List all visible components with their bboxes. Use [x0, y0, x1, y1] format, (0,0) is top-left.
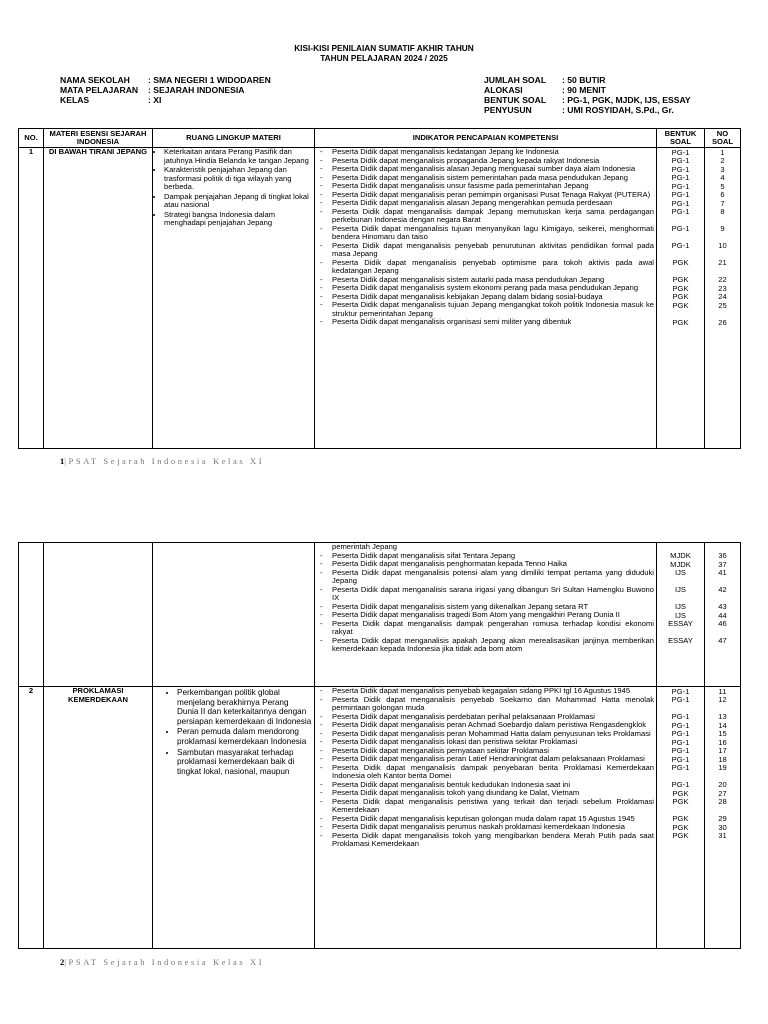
dash-marker: -: [320, 147, 323, 156]
meta-value: : SMA NEGERI 1 WIDODAREN: [148, 75, 271, 85]
indikator-text: Peserta Didik dapat menganalisis sistem pemerintahan pada masa pendudukan Jepang: [332, 172, 628, 182]
meta-row: [484, 95, 691, 105]
dash-marker: -: [320, 728, 323, 738]
page-1: [0, 0, 768, 480]
no-soal-value: 44: [718, 610, 727, 620]
no-soal-value: 5: [720, 181, 725, 191]
indikator-text: Peserta Didik dapat menganalisis peristiwa yang terkait dan terjadi sebelum Proklamasi Kemerdekaan: [332, 796, 654, 814]
bentuk-soal-value: PGK: [672, 292, 689, 301]
bentuk-soal-value: PG-1: [671, 164, 690, 174]
no-soal-value: 30: [718, 822, 727, 832]
bentuk-soal-value: MJDK: [670, 551, 691, 560]
meta-label: PENYUSUN: [484, 105, 532, 115]
bentuk-soal-value: PG-1: [671, 712, 690, 721]
dash-marker: -: [320, 223, 323, 233]
no-soal-cell: [705, 543, 741, 687]
no-soal-value: 10: [718, 241, 727, 250]
meta-left: [60, 75, 271, 105]
bentuk-soal-value: PGK: [672, 797, 689, 806]
dash-marker: -: [320, 796, 323, 806]
bentuk-soal-value: PG-1: [671, 754, 690, 764]
indikator-text: Peserta Didik dapat menganalisis sistem yang dikenalkan Jepang setara RT: [332, 601, 589, 611]
dash-marker: -: [320, 172, 323, 182]
no-soal-value: 36: [718, 551, 727, 560]
indikator-text: Peserta Didik dapat menganalisis penyebab optimisme para tokoh aktivis pada awal kedatangan Jepang: [332, 257, 654, 275]
bentuk-soal-value: IJS: [675, 568, 686, 577]
indikator-text: Peserta Didik dapat menganalisis dampak penyebaran berita Proklamasi Kemerdekaan Indonesia oleh Kantor berita Domei: [332, 762, 654, 780]
indikator-text: Peserta Didik dapat menganalisis potensi alam yang dimiliki tempat pertama yang diduduki Jepang: [332, 567, 654, 585]
header-ruang-lingkup: RUANG LINGKUP MATERI: [153, 129, 315, 148]
meta-row: [484, 85, 691, 95]
indikator-item: [317, 318, 654, 327]
ruang-lingkup-list: [155, 148, 312, 228]
meta-value: : XI: [148, 95, 162, 105]
no-soal-value: 2: [720, 156, 725, 165]
kisi-kisi-table-page-1: [18, 128, 741, 449]
dash-marker: -: [320, 711, 323, 721]
materi-cell: PROKLAMASI KEMERDEKAAN: [44, 687, 153, 949]
indikator-text: Peserta Didik dapat menganalisis organisasi semi militer yang dibentuk: [332, 317, 572, 326]
indikator-item: [317, 832, 654, 849]
no-soal-value: 3: [720, 164, 725, 174]
indikator-text: Peserta Didik dapat menganalisis kedatangan Jepang ke Indonesia: [332, 147, 559, 156]
table-header-row: [19, 129, 741, 148]
bentuk-soal-value: PGK: [672, 822, 689, 832]
dash-marker: -: [320, 618, 323, 628]
indikator-cell: [315, 543, 657, 687]
indikator-text: Peserta Didik dapat menganalisis tokoh yang diundang ke Dalat, Vietnam: [332, 788, 580, 797]
bentuk-soal-value: PG-1: [671, 737, 690, 747]
meta-row: [60, 95, 271, 105]
no-soal-value: 9: [720, 224, 725, 233]
indikator-item: [317, 696, 654, 713]
indikator-text: Peserta Didik dapat menganalisis peran Achmad Soebardjo dalam peristiwa Rengasdengklok: [332, 720, 647, 729]
list-item: • Keterkaitan antara Perang Pasifik dan jatuhnya Hindia Belanda ke tangan Jepang: [164, 148, 312, 165]
dash-marker: -: [320, 317, 323, 326]
bentuk-soal-value: PGK: [672, 788, 689, 798]
indikator-text: Peserta Didik dapat menganalisis tujuan Jepang mengangkat tokoh politik Indonesia masuk ke struktur pemerintahan Jepang: [332, 300, 654, 318]
bentuk-soal-value: IJS: [675, 602, 686, 611]
dash-marker: -: [320, 283, 323, 292]
dash-marker: -: [320, 257, 323, 267]
header-bentuk-soal: BENTUK SOAL: [657, 129, 705, 148]
indikator-item: [317, 242, 654, 259]
page-footer: [60, 456, 264, 466]
no-soal-value: 41: [718, 568, 727, 577]
indikator-text: Peserta Didik dapat menganalisis system ekonomi perang pada masa pendudukan Jepang: [332, 283, 639, 292]
dash-marker: -: [320, 737, 323, 746]
bentuk-soal-value: PG-1: [671, 207, 690, 216]
indikator-text: Peserta Didik dapat menganalisis alasan Jepang menguasai sumber daya alam Indonesia: [332, 164, 636, 173]
meta-label: JUMLAH SOAL: [484, 75, 547, 85]
page-2: [0, 520, 768, 1024]
meta-value: : 90 MENIT: [562, 85, 606, 95]
no-soal-value: 13: [718, 712, 727, 721]
meta-value: : SEJARAH INDONESIA: [148, 85, 245, 95]
no-soal-value: 22: [718, 275, 727, 284]
bentuk-soal-value: PG-1: [671, 198, 690, 208]
table-row: [19, 687, 741, 949]
bentuk-soal-value: MJDK: [670, 559, 691, 569]
header-materi: MATERI ESENSI SEJARAH INDONESIA: [44, 129, 153, 148]
meta-value: : PG-1, PGK, MJDK, IJS, ESSAY: [562, 95, 691, 105]
dash-marker: -: [320, 155, 323, 165]
indikator-item: [317, 208, 654, 225]
indikator-text: Peserta Didik dapat menganalisis perdebatan perihal pelaksanaan Proklamasi: [332, 711, 595, 721]
indikator-text: Peserta Didik dapat menganalisis penyebab penurutunan aktivitas pendidikan formal pada masa Jepang: [332, 240, 654, 258]
dash-marker: -: [320, 291, 323, 301]
ruang-lingkup-list: [155, 688, 312, 776]
no-soal-value: 1: [720, 147, 725, 157]
materi-cell: DI BAWAH TIRANI JEPANG: [44, 148, 153, 449]
bentuk-soal-value: PG-1: [671, 763, 690, 772]
footer-text: |PSAT Sejarah Indonesia Kelas XI: [64, 456, 265, 466]
bentuk-soal-value: PG-1: [671, 241, 690, 250]
dash-marker: -: [320, 198, 323, 207]
bentuk-soal-value: PG-1: [671, 190, 690, 199]
indikator-text: Peserta Didik dapat menganalisis propaganda Jepang kepada rakyat Indonesia: [332, 155, 600, 165]
list-item: • Strategi bangsa Indonesia dalam menghadapi penjajahan Jepang: [164, 211, 312, 228]
bentuk-soal-value: PG-1: [671, 147, 690, 157]
indikator-item: [317, 637, 654, 654]
table-row: [19, 148, 741, 449]
materi-cell: [44, 543, 153, 687]
table-row: [19, 543, 741, 687]
dash-marker: -: [320, 164, 323, 173]
bentuk-soal-value: PGK: [672, 275, 689, 284]
bentuk-soal-value: PG-1: [671, 686, 690, 696]
bentuk-soal-cell: [657, 687, 705, 949]
no-soal-value: 14: [718, 720, 727, 730]
dash-marker: -: [320, 584, 323, 594]
dash-marker: -: [320, 550, 323, 560]
indikator-text: Peserta Didik dapat menganalisis unsur fasisme pada pemerintahan Jepang: [332, 181, 589, 190]
no-soal-value: 31: [718, 831, 727, 840]
indikator-text: Peserta Didik dapat menganalisis apakah Jepang akan merealisasikan janjinya memberikan kemerdekaan kepada Indonesia jika tidak ada bom atom: [332, 635, 654, 653]
indikator-text: Peserta Didik dapat menganalisis tragedi Bom Atom yang mengakhiri Perang Dunia II: [332, 610, 620, 619]
header-indikator: INDIKATOR PENCAPAIAN KOMPETENSI: [315, 129, 657, 148]
meta-right: [484, 75, 691, 115]
dash-marker: -: [320, 686, 323, 695]
ruang-lingkup-cell: [153, 687, 315, 949]
indikator-text: Peserta Didik dapat menganalisis sifat Tentara Jepang: [332, 550, 516, 560]
meta-row: [484, 105, 691, 115]
meta-row: [484, 75, 691, 85]
dash-marker: -: [320, 762, 323, 772]
indikator-item: [317, 798, 654, 815]
indikator-continuation: pemerintah Jepang: [332, 542, 398, 551]
indikator-text: Peserta Didik dapat menganalisis alasan Jepang mengerahkan pemuda perdesaan: [332, 198, 613, 207]
no-soal-value: 20: [718, 780, 727, 789]
header-no-soal: NO SOAL: [705, 129, 741, 148]
indikator-text: Peserta Didik dapat menganalisis kebijakan Jepang dalam bidang sosial-budaya: [332, 291, 603, 301]
meta-label: KELAS: [60, 95, 90, 105]
dash-marker: -: [320, 601, 323, 611]
no-soal-value: 26: [718, 317, 727, 327]
dash-marker: -: [320, 181, 323, 190]
page-footer: [60, 957, 264, 967]
no-soal-value: 23: [718, 283, 727, 293]
no-soal-cell: [705, 148, 741, 449]
bentuk-soal-value: PGK: [672, 283, 689, 293]
list-item: • Peran pemuda dalam mendorong proklamasi kemerdekaan Indonesia: [177, 727, 312, 746]
row-number: 2: [19, 687, 44, 949]
bentuk-soal-value: PG-1: [671, 780, 690, 789]
indikator-text: Peserta Didik dapat menganalisis peran Latief Hendraningrat dalam pelaksanaan Proklamasi: [332, 754, 645, 763]
dash-marker: -: [320, 189, 323, 199]
indikator-text: Peserta Didik dapat menganalisis tokoh yang mengibarkan bendera Merah Putih pada saat Proklamasi Kemerdekaan: [332, 830, 654, 848]
bentuk-soal-value: PGK: [672, 814, 689, 823]
indikator-text: Peserta Didik dapat menganalisis penyebab kegagalan sidang PPKI tgl 16 Agustus 1945: [332, 686, 631, 695]
list-item: • Perkembangan politik global menjelang berakhirnya Perang Dunia II dan keterkaitannya dengan persiapan kemerdekaan di Indonesia: [177, 688, 312, 726]
no-soal-value: 12: [718, 695, 727, 704]
meta-value: : UMI ROSYIDAH, S.Pd., Gr.: [562, 105, 674, 115]
dash-marker: -: [320, 559, 323, 568]
header-no: NO.: [19, 129, 44, 148]
dash-marker: -: [320, 610, 323, 619]
bentuk-soal-value: ESSAY: [668, 619, 693, 628]
indikator-text: Peserta Didik dapat menganalisis perumus naskah proklamasi kemerdekaan Indonesia: [332, 822, 625, 831]
meta-label: BENTUK SOAL: [484, 95, 547, 105]
dash-marker: -: [320, 788, 323, 797]
dash-marker: -: [320, 813, 323, 823]
indikator-text: Peserta Didik dapat menganalisis dampak pengerahan romusa terhadap kondisi ekonomi rakyat: [332, 618, 654, 636]
no-soal-value: 15: [718, 729, 727, 738]
bentuk-soal-value: PGK: [672, 300, 689, 310]
meta-label: NAMA SEKOLAH: [60, 75, 130, 85]
dash-marker: -: [320, 300, 323, 309]
bentuk-soal-value: PG-1: [671, 156, 690, 165]
no-soal-value: 47: [718, 636, 727, 645]
no-soal-value: 8: [720, 207, 725, 216]
bentuk-soal-value: PG-1: [671, 181, 690, 191]
no-soal-value: 42: [718, 585, 727, 594]
dash-marker: -: [320, 635, 323, 645]
dash-marker: -: [320, 830, 323, 840]
no-soal-value: 25: [718, 300, 727, 310]
indikator-item: [317, 569, 654, 586]
indikator-cell: [315, 148, 657, 449]
indikator-item: [317, 620, 654, 637]
bentuk-soal-cell: [657, 543, 705, 687]
no-soal-value: 7: [720, 198, 725, 208]
bentuk-soal-value: PG-1: [671, 173, 690, 182]
dash-marker: -: [320, 822, 323, 831]
indikator-text: Peserta Didik dapat menganalisis sarana irigasi yang dibangun Sri Sultan Hamengku Buwono IX: [332, 584, 654, 602]
page-number: 1: [60, 456, 65, 466]
bentuk-soal-value: ESSAY: [668, 636, 693, 645]
bentuk-soal-value: PG-1: [671, 224, 690, 233]
ruang-lingkup-cell: [153, 148, 315, 449]
dash-marker: -: [320, 720, 323, 729]
no-soal-value: 43: [718, 602, 727, 611]
indikator-text: Peserta Didik dapat menganalisis penyebab Soekarno dan Mohammad Hatta menolak permintaan golongan muda: [332, 694, 654, 712]
indikator-item: [317, 586, 654, 603]
no-soal-value: 21: [718, 258, 727, 267]
bentuk-soal-value: IJS: [675, 585, 686, 594]
bentuk-soal-value: PGK: [672, 258, 689, 267]
no-soal-value: 37: [718, 559, 727, 569]
bentuk-soal-value: PG-1: [671, 746, 690, 755]
indikator-text: Peserta Didik dapat menganalisis peran Mohammad Hatta dalam penyusunan teks Proklamasi: [332, 728, 651, 738]
no-soal-value: 24: [718, 292, 727, 301]
no-soal-value: 46: [718, 619, 727, 628]
indikator-item: [317, 259, 654, 276]
document-subtitle: TAHUN PELAJARAN 2024 / 2025: [320, 53, 448, 63]
indikator-text: Peserta Didik dapat menganalisis pernyataan sekitar Proklamasi: [332, 745, 549, 755]
no-soal-value: 6: [720, 190, 725, 199]
dash-marker: -: [320, 694, 323, 704]
dash-marker: -: [320, 206, 323, 216]
no-soal-value: 19: [718, 763, 727, 772]
indikator-item: [317, 301, 654, 318]
dash-marker: -: [320, 754, 323, 763]
indikator-text: Peserta Didik dapat menganalisis dampak Jepang memutuskan kerja sama perdagangan perkebunan Indonesia dengan negara Barat: [332, 206, 654, 224]
dash-marker: -: [320, 567, 323, 577]
list-item: • Dampak penjajahan Jepang di tingkat lokal atau nasional: [164, 193, 312, 210]
meta-row: [60, 85, 271, 95]
indikator-text: Peserta Didik dapat menganalisis sistem autarki pada masa pendudukan Jepang: [332, 274, 605, 284]
indikator-text: Peserta Didik dapat menganalisis peran pemimpin organisasi Pusat Tenaga Rakyat (PUTERA): [332, 189, 651, 199]
row-number: 1: [19, 148, 44, 449]
dash-marker: -: [320, 745, 323, 755]
meta-label: ALOKASI: [484, 85, 523, 95]
indikator-item: [317, 225, 654, 242]
bentuk-soal-value: IJS: [675, 610, 686, 620]
indikator-text: Peserta Didik dapat menganalisis tujuan menyanyikan lagu Kimigayo, seikerei, menghormati bendera Hinomaru dan taiso: [332, 223, 654, 241]
ruang-lingkup-cell: [153, 543, 315, 687]
indikator-text: Peserta Didik dapat menganalisis bentuk kedudukan Indonesia saat ini: [332, 779, 571, 789]
indikator-text: Peserta Didik dapat menganalisis penghormatan kepada Tenno Haika: [332, 559, 567, 568]
list-item: • Karakteristik penjajahan Jepang dan trasformasi politik di tiga wilayah yang berbeda.: [164, 166, 312, 192]
no-soal-value: 18: [718, 754, 727, 764]
no-soal-value: 4: [720, 173, 725, 182]
page-number: 2: [60, 957, 65, 967]
kisi-kisi-table-page-2: [18, 542, 741, 949]
meta-value: : 50 BUTIR: [562, 75, 606, 85]
dash-marker: -: [320, 779, 323, 789]
indikator-text: Peserta Didik dapat menganalisis lokasi dan peristiwa sekitar Proklamasi: [332, 737, 578, 746]
indikator-text: Peserta Didik dapat menganalisis keputisan golongan muda dalam rapat 15 Agustus 1945: [332, 813, 635, 823]
bentuk-soal-value: PGK: [672, 317, 689, 327]
dash-marker: -: [320, 240, 323, 250]
no-soal-value: 29: [718, 814, 727, 823]
meta-label: MATA PELAJARAN: [60, 85, 139, 95]
no-soal-cell: [705, 687, 741, 949]
dash-marker: -: [320, 274, 323, 284]
meta-row: [60, 75, 271, 85]
bentuk-soal-value: PG-1: [671, 729, 690, 738]
document-title: KISI-KISI PENILAIAN SUMATIF AKHIR TAHUN: [294, 43, 474, 53]
indikator-item: [317, 764, 654, 781]
no-soal-value: 27: [718, 788, 727, 798]
bentuk-soal-value: PGK: [672, 831, 689, 840]
no-soal-value: 11: [718, 686, 727, 696]
indikator-cell: [315, 687, 657, 949]
bentuk-soal-value: PG-1: [671, 720, 690, 730]
list-item: • Sambutan masyarakat terhadap proklamasi kemerdekaan baik di tingkat lokal, nasional, maupun: [177, 748, 312, 777]
bentuk-soal-cell: [657, 148, 705, 449]
no-soal-value: 16: [718, 737, 727, 747]
row-number: [19, 543, 44, 687]
no-soal-value: 28: [718, 797, 727, 806]
no-soal-value: 17: [718, 746, 727, 755]
bentuk-soal-value: PG-1: [671, 695, 690, 704]
footer-text: |PSAT Sejarah Indonesia Kelas XI: [64, 957, 265, 967]
